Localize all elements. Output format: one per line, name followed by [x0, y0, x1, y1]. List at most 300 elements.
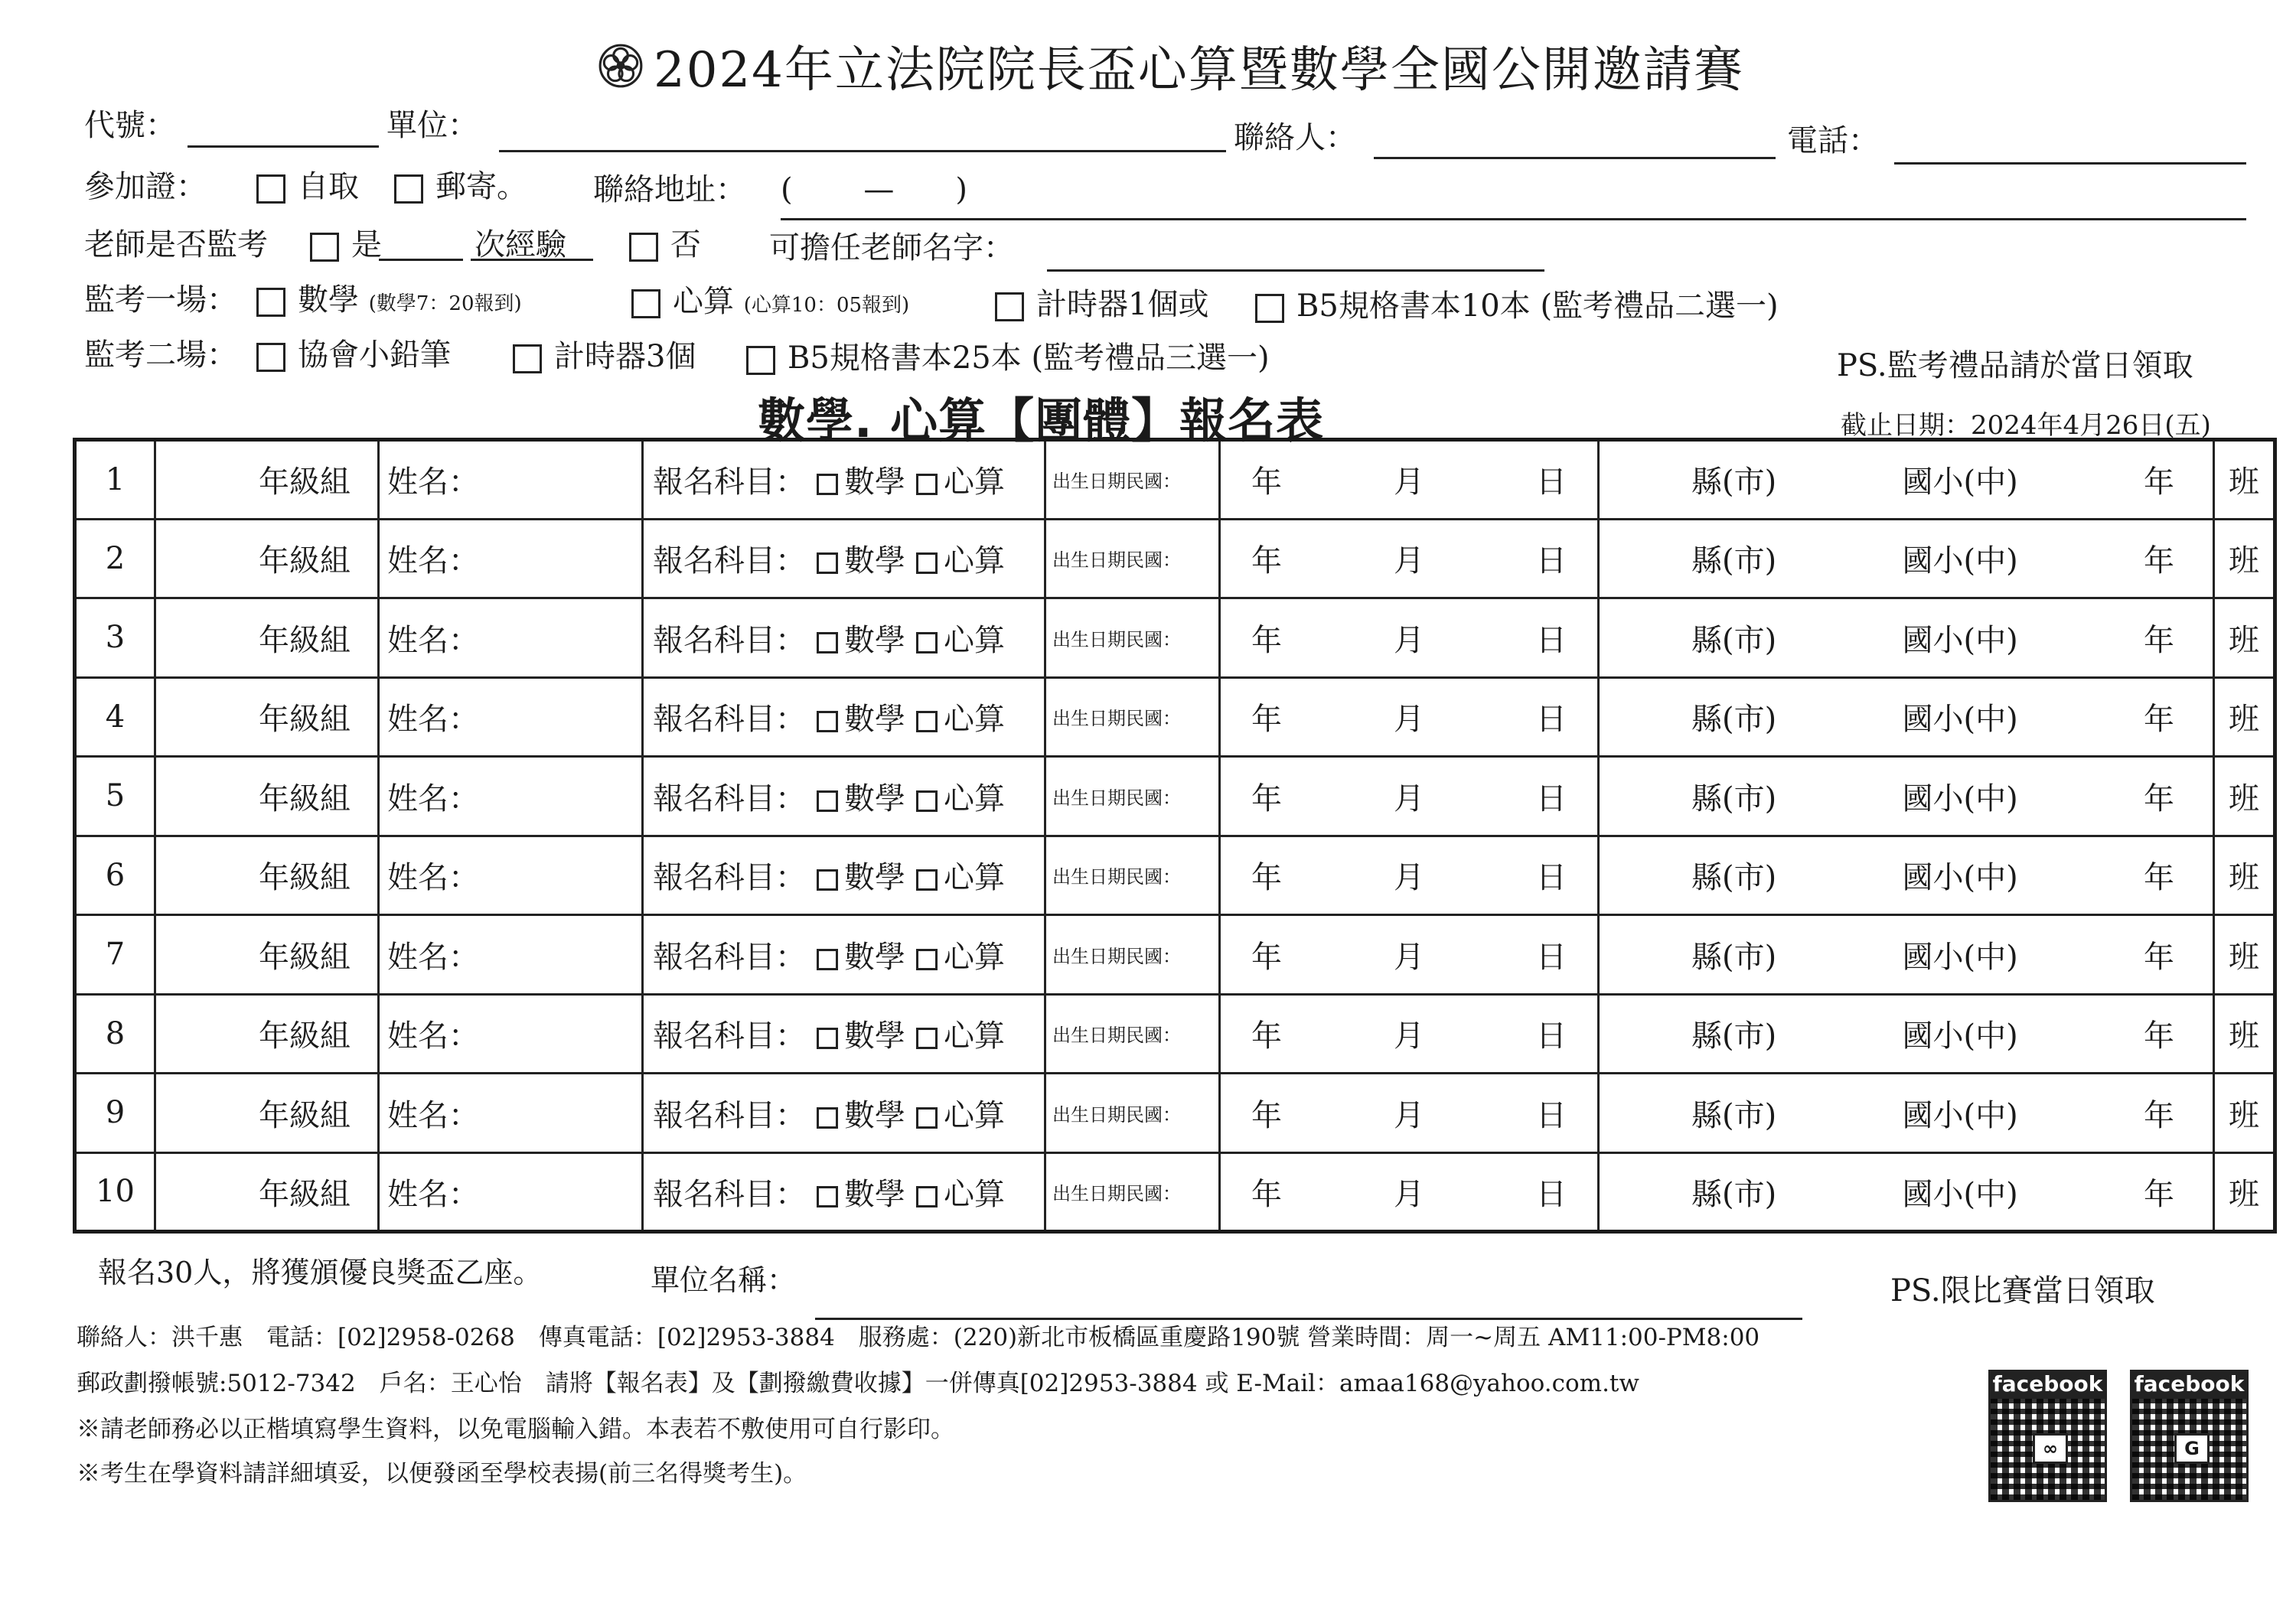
- subject-cell: [643, 440, 1045, 520]
- note-2: ※考生在學資料請詳細填妥，以便發函至學校表揚(前三名得獎考生)。: [77, 1460, 807, 1488]
- day-label: 日: [1536, 702, 1567, 738]
- proctor1-math-note: (數學7：20報到): [368, 292, 522, 315]
- class-cell[interactable]: [2214, 1074, 2275, 1153]
- cert-mail-label: 郵寄。: [435, 169, 527, 204]
- subject-math-option[interactable]: [817, 543, 905, 578]
- birth-label: 出生日期民國：: [1052, 471, 1181, 493]
- table-row: [75, 757, 2275, 836]
- grade-cell[interactable]: [155, 598, 379, 678]
- ps-gift-note: PS.監考禮品請於當日領取: [1837, 348, 2193, 383]
- birth-date-cell[interactable]: [1220, 836, 1599, 915]
- proctor2-pencil-label: 協會小鉛筆: [298, 337, 451, 373]
- subject-label: 報名科目：: [653, 543, 806, 579]
- year-label: 年: [1251, 939, 1282, 975]
- class-label: 班: [2229, 702, 2259, 738]
- subject-mental-label: 心算: [944, 1176, 1005, 1212]
- birth-date-cell[interactable]: [1220, 915, 1599, 995]
- month-label: 月: [1394, 543, 1424, 579]
- table-row: [75, 915, 2275, 995]
- grade-cell[interactable]: [155, 915, 379, 995]
- phone-field[interactable]: [1894, 162, 2246, 165]
- subject-mental-option[interactable]: [916, 940, 1005, 975]
- county-label: 縣(市): [1691, 1097, 1777, 1133]
- grade-cell[interactable]: [155, 1152, 379, 1232]
- subject-math-option[interactable]: [817, 781, 905, 816]
- subject-mental-option[interactable]: [916, 781, 1005, 816]
- proctor2-timer-label: 計時器3個: [554, 339, 696, 374]
- subject-math-checkbox[interactable]: [817, 632, 838, 653]
- subject-cell: [643, 598, 1045, 678]
- school-cell[interactable]: [1599, 598, 2214, 678]
- county-label: 縣(市): [1691, 939, 1777, 975]
- subject-mental-option[interactable]: [916, 860, 1005, 895]
- class-label: 班: [2229, 464, 2259, 500]
- day-label: 日: [1536, 939, 1567, 975]
- table-row: [75, 677, 2275, 757]
- year-label: 年: [1251, 860, 1282, 896]
- subject-math-checkbox[interactable]: [817, 552, 838, 574]
- name-cell[interactable]: [379, 440, 643, 520]
- name-cell[interactable]: [379, 598, 643, 678]
- subject-mental-label: 心算: [944, 781, 1005, 816]
- day-label: 日: [1536, 543, 1567, 579]
- subject-label: 報名科目：: [653, 860, 806, 896]
- proctor2-timer-checkbox[interactable]: [513, 344, 542, 373]
- proctor2-book-label: B5規格書本25本 (監考禮品三選一): [788, 341, 1270, 376]
- subject-mental-label: 心算: [944, 860, 1005, 896]
- row-number: 9: [75, 1074, 155, 1153]
- name-label: 姓名：: [387, 543, 479, 579]
- day-label: 日: [1536, 1018, 1567, 1054]
- subject-cell: [643, 915, 1045, 995]
- facebook-qr-2-label: facebook: [2130, 1370, 2249, 1399]
- class-label: 班: [2229, 543, 2259, 579]
- row-number: 3: [75, 598, 155, 678]
- name-label: 姓名：: [387, 464, 479, 500]
- birth-label: 出生日期民國：: [1052, 866, 1181, 888]
- grade-label: 年級組: [259, 860, 351, 896]
- school-year-label: 年: [2144, 702, 2174, 738]
- subject-mental-checkbox[interactable]: [916, 869, 938, 891]
- birth-label-cell: [1045, 757, 1220, 836]
- birth-date-cell[interactable]: [1220, 994, 1599, 1074]
- table-row: [75, 440, 2275, 520]
- teacher-name-label: 可擔任老師名字：: [769, 230, 1014, 266]
- county-label: 縣(市): [1691, 702, 1777, 738]
- class-label: 班: [2229, 1176, 2259, 1212]
- qr-code-icon: [1988, 1399, 2107, 1502]
- day-label: 日: [1536, 464, 1567, 500]
- grade-cell[interactable]: [155, 677, 379, 757]
- subject-cell: [643, 836, 1045, 915]
- birth-date-cell[interactable]: [1220, 677, 1599, 757]
- row-number: 5: [75, 757, 155, 836]
- school-year-label: 年: [2144, 939, 2174, 975]
- proctor2-book-checkbox[interactable]: [746, 346, 775, 375]
- school-cell[interactable]: [1599, 1074, 2214, 1153]
- subject-mental-checkbox[interactable]: [916, 1186, 938, 1207]
- bank-info-line: 郵政劃撥帳號:5012-7342 戶名：王心怡 請將【報名表】及【劃撥繳費收據】一併傳真[02]2953-3884 或 E-Mail：amaa168@yahoo.com.tw: [77, 1370, 1639, 1397]
- row-number: 6: [75, 836, 155, 915]
- subject-math-option[interactable]: [817, 702, 905, 737]
- subject-mental-checkbox[interactable]: [916, 632, 938, 653]
- proctor1-mental-checkbox[interactable]: [631, 289, 660, 318]
- row-number: 4: [75, 677, 155, 757]
- birth-label-cell: [1045, 519, 1220, 598]
- row-number: 7: [75, 915, 155, 995]
- grade-cell[interactable]: [155, 836, 379, 915]
- subject-math-option[interactable]: [817, 1098, 905, 1133]
- school-year-label: 年: [2144, 860, 2174, 896]
- subject-mental-checkbox[interactable]: [916, 1107, 938, 1129]
- proctor2-label: 監考二場：: [84, 337, 237, 373]
- subject-math-option[interactable]: [817, 623, 905, 658]
- subject-mental-checkbox[interactable]: [916, 711, 938, 732]
- address-field[interactable]: ( — ): [781, 172, 967, 207]
- birth-label-cell: [1045, 440, 1220, 520]
- cert-mail-checkbox[interactable]: [394, 174, 423, 204]
- school-label: 國小(中): [1902, 781, 2018, 816]
- county-label: 縣(市): [1691, 1018, 1777, 1054]
- proctor1-timer-checkbox[interactable]: [995, 292, 1024, 321]
- birth-label: 出生日期民國：: [1052, 708, 1181, 730]
- proctor2-book-option[interactable]: [746, 334, 1270, 377]
- subject-math-label: 數學: [844, 543, 905, 579]
- birth-label: 出生日期民國：: [1052, 628, 1181, 650]
- grade-cell[interactable]: [155, 519, 379, 598]
- class-cell[interactable]: [2214, 440, 2275, 520]
- subject-mental-checkbox[interactable]: [916, 1028, 938, 1049]
- school-cell[interactable]: [1599, 677, 2214, 757]
- class-cell[interactable]: [2214, 519, 2275, 598]
- unit-field[interactable]: [499, 150, 1226, 152]
- proctor1-timer-option[interactable]: [995, 280, 1208, 324]
- proctor1-timer-label: 計時器1個或: [1036, 287, 1209, 322]
- subject-mental-label: 心算: [944, 1097, 1005, 1133]
- grade-label: 年級組: [259, 702, 351, 738]
- day-label: 日: [1536, 781, 1567, 816]
- name-cell[interactable]: [379, 1074, 643, 1153]
- year-label: 年: [1251, 702, 1282, 738]
- unit-label: 單位：: [386, 108, 478, 143]
- teacher-no-label: 否: [670, 227, 701, 262]
- class-label: 班: [2229, 1018, 2259, 1054]
- subject-math-option[interactable]: [817, 464, 905, 500]
- subject-label: 報名科目：: [653, 464, 806, 500]
- subject-mental-checkbox[interactable]: [916, 552, 938, 574]
- facebook-qr-1[interactable]: [1988, 1370, 2107, 1502]
- name-cell[interactable]: [379, 677, 643, 757]
- subject-mental-option[interactable]: [916, 1018, 1005, 1054]
- teacher-exp-label: 次經驗: [475, 227, 566, 262]
- subject-mental-option[interactable]: [916, 623, 1005, 658]
- grade-cell[interactable]: [155, 440, 379, 520]
- award-note: 報名30人，將獲頒優良獎盃乙座。: [98, 1256, 543, 1289]
- subject-mental-checkbox[interactable]: [916, 790, 938, 812]
- proctor2-pencil-checkbox[interactable]: [256, 343, 285, 372]
- cert-label: 參加證：: [84, 169, 207, 204]
- table-row: [75, 836, 2275, 915]
- unit-name-label: 單位名稱：: [651, 1263, 797, 1297]
- class-cell[interactable]: [2214, 757, 2275, 836]
- subject-mental-option[interactable]: [916, 464, 1005, 500]
- subject-mental-label: 心算: [944, 464, 1005, 500]
- day-label: 日: [1536, 1176, 1567, 1212]
- subject-label: 報名科目：: [653, 781, 806, 816]
- subject-math-checkbox[interactable]: [817, 949, 838, 970]
- birth-date-cell[interactable]: [1220, 598, 1599, 678]
- table-row: [75, 519, 2275, 598]
- subject-label: 報名科目：: [653, 622, 806, 658]
- school-label: 國小(中): [1902, 1097, 2018, 1133]
- proctor1-book-checkbox[interactable]: [1255, 294, 1284, 323]
- contact-field[interactable]: [1374, 157, 1776, 159]
- class-cell[interactable]: [2214, 994, 2275, 1074]
- subject-math-checkbox[interactable]: [817, 1107, 838, 1129]
- county-label: 縣(市): [1691, 543, 1777, 579]
- birth-label-cell: [1045, 1074, 1220, 1153]
- row-number: 8: [75, 994, 155, 1074]
- name-cell[interactable]: [379, 994, 643, 1074]
- table-title: 數學. 心算【團體】報名表: [758, 393, 1325, 448]
- subject-math-checkbox[interactable]: [817, 711, 838, 732]
- school-cell[interactable]: [1599, 757, 2214, 836]
- day-label: 日: [1536, 860, 1567, 896]
- address-label: 聯絡地址：: [593, 172, 746, 207]
- birth-date-cell[interactable]: [1220, 757, 1599, 836]
- teacher-exp-underline: [471, 259, 593, 261]
- contact-label: 聯絡人：: [1234, 120, 1356, 155]
- subject-mental-label: 心算: [944, 1018, 1005, 1054]
- subject-mental-checkbox[interactable]: [916, 474, 938, 495]
- teacher-yes-label: 是: [351, 227, 382, 262]
- county-label: 縣(市): [1691, 1176, 1777, 1212]
- grade-cell[interactable]: [155, 757, 379, 836]
- birth-date-cell[interactable]: [1220, 440, 1599, 520]
- subject-mental-label: 心算: [944, 622, 1005, 658]
- subject-mental-option[interactable]: [916, 1177, 1005, 1212]
- proctor1-book-label: B5規格書本10本 (監考禮品二選一): [1296, 288, 1779, 324]
- year-label: 年: [1251, 464, 1282, 500]
- birth-date-cell[interactable]: [1220, 1074, 1599, 1153]
- subject-label: 報名科目：: [653, 1018, 806, 1054]
- ps-award-note: PS.限比賽當日領取: [1890, 1273, 2155, 1309]
- day-label: 日: [1536, 622, 1567, 658]
- school-label: 國小(中): [1902, 702, 2018, 738]
- county-label: 縣(市): [1691, 781, 1777, 816]
- cert-pickup-checkbox[interactable]: [256, 174, 285, 204]
- facebook-qr-2[interactable]: [2130, 1370, 2249, 1502]
- teacher-exp-field[interactable]: [379, 259, 463, 261]
- birth-date-cell[interactable]: [1220, 519, 1599, 598]
- birth-label: 出生日期民國：: [1052, 945, 1181, 967]
- name-cell[interactable]: [379, 1152, 643, 1232]
- subject-mental-option[interactable]: [916, 1098, 1005, 1133]
- name-label: 姓名：: [387, 622, 479, 658]
- name-cell[interactable]: [379, 836, 643, 915]
- class-cell[interactable]: [2214, 915, 2275, 995]
- school-cell[interactable]: [1599, 915, 2214, 995]
- birth-label: 出生日期民國：: [1052, 1025, 1181, 1047]
- birth-label-cell: [1045, 598, 1220, 678]
- teacher-no-checkbox[interactable]: [629, 233, 658, 262]
- subject-cell: [643, 1152, 1045, 1232]
- birth-date-cell[interactable]: [1220, 1152, 1599, 1232]
- cert-pickup-label: 自取: [298, 169, 359, 204]
- flower-logo-icon: [597, 42, 644, 90]
- teacher-no-option[interactable]: [629, 220, 701, 264]
- note-1: ※請老師務必以正楷填寫學生資料，以免電腦輸入錯。本表若不敷使用可自行影印。: [77, 1416, 954, 1443]
- class-label: 班: [2229, 781, 2259, 816]
- name-label: 姓名：: [387, 1097, 479, 1133]
- birth-label-cell: [1045, 915, 1220, 995]
- teacher-name-field[interactable]: [1047, 269, 1544, 272]
- school-year-label: 年: [2144, 1176, 2174, 1212]
- subject-math-option[interactable]: [817, 940, 905, 975]
- grade-label: 年級組: [259, 1176, 351, 1212]
- month-label: 月: [1394, 1176, 1424, 1212]
- birth-label-cell: [1045, 994, 1220, 1074]
- subject-math-checkbox[interactable]: [817, 474, 838, 495]
- teacher-proctor-label: 老師是否監考: [84, 227, 268, 262]
- subject-math-label: 數學: [844, 464, 905, 500]
- school-cell[interactable]: [1599, 1152, 2214, 1232]
- month-label: 月: [1394, 464, 1424, 500]
- year-label: 年: [1251, 781, 1282, 816]
- grade-label: 年級組: [259, 1097, 351, 1133]
- code-field[interactable]: [188, 145, 379, 148]
- grade-cell[interactable]: [155, 994, 379, 1074]
- school-label: 國小(中): [1902, 1176, 2018, 1212]
- phone-label: 電話：: [1787, 123, 1879, 158]
- school-label: 國小(中): [1902, 860, 2018, 896]
- day-label: 日: [1536, 1097, 1567, 1133]
- proctor1-mental-label: 心算: [673, 284, 734, 319]
- proctor1-math-option[interactable]: [256, 275, 522, 319]
- qr-code-icon: [2130, 1399, 2249, 1502]
- school-cell[interactable]: [1599, 836, 2214, 915]
- school-year-label: 年: [2144, 781, 2174, 816]
- subject-mental-label: 心算: [944, 702, 1005, 738]
- subject-math-option[interactable]: [817, 860, 905, 895]
- grade-label: 年級組: [259, 781, 351, 816]
- subject-math-checkbox[interactable]: [817, 1028, 838, 1049]
- subject-mental-checkbox[interactable]: [916, 949, 938, 970]
- teacher-yes-checkbox[interactable]: [310, 233, 339, 262]
- page-title: 2024年立法院院長盃心算暨數學全國公開邀請賽: [654, 42, 1744, 99]
- subject-math-checkbox[interactable]: [817, 1186, 838, 1207]
- subject-math-label: 數學: [844, 1176, 905, 1212]
- subject-mental-label: 心算: [944, 939, 1005, 975]
- name-label: 姓名：: [387, 781, 479, 816]
- county-label: 縣(市): [1691, 622, 1777, 658]
- month-label: 月: [1394, 860, 1424, 896]
- row-number: 10: [75, 1152, 155, 1232]
- grade-label: 年級組: [259, 1018, 351, 1054]
- row-number: 2: [75, 519, 155, 598]
- birth-label: 出生日期民國：: [1052, 549, 1181, 572]
- class-label: 班: [2229, 939, 2259, 975]
- subject-math-label: 數學: [844, 1018, 905, 1054]
- name-label: 姓名：: [387, 1018, 479, 1054]
- school-year-label: 年: [2144, 1018, 2174, 1054]
- month-label: 月: [1394, 1018, 1424, 1054]
- row-number: 1: [75, 440, 155, 520]
- proctor1-label: 監考一場：: [84, 282, 237, 318]
- school-year-label: 年: [2144, 622, 2174, 658]
- school-label: 國小(中): [1902, 939, 2018, 975]
- subject-math-checkbox[interactable]: [817, 790, 838, 812]
- grade-cell[interactable]: [155, 1074, 379, 1153]
- month-label: 月: [1394, 702, 1424, 738]
- school-cell[interactable]: [1599, 994, 2214, 1074]
- class-label: 班: [2229, 860, 2259, 896]
- subject-math-option[interactable]: [817, 1018, 905, 1054]
- proctor2-pencil-option[interactable]: [256, 331, 451, 374]
- grade-label: 年級組: [259, 464, 351, 500]
- month-label: 月: [1394, 781, 1424, 816]
- table-row: [75, 598, 2275, 678]
- table-row: [75, 1074, 2275, 1153]
- birth-label-cell: [1045, 836, 1220, 915]
- proctor1-math-checkbox[interactable]: [256, 288, 285, 317]
- cert-pickup-option[interactable]: [256, 162, 359, 206]
- grade-label: 年級組: [259, 622, 351, 658]
- birth-label-cell: [1045, 1152, 1220, 1232]
- year-label: 年: [1251, 1018, 1282, 1054]
- qr-center-icon: ∞: [2033, 1433, 2068, 1464]
- year-label: 年: [1251, 622, 1282, 658]
- contact-info-line: 聯絡人：洪千惠 電話：[02]2958-0268 傳真電話：[02]2953-3884 服務處：(220)新北市板橋區重慶路190號 營業時間：周一~周五 AM11:00-PM8:00: [77, 1324, 1760, 1351]
- birth-label: 出生日期民國：: [1052, 787, 1181, 809]
- subject-mental-option[interactable]: [916, 702, 1005, 737]
- table-row: [75, 1152, 2275, 1232]
- teacher-yes-option[interactable]: [310, 220, 382, 264]
- name-label: 姓名：: [387, 702, 479, 738]
- subject-math-option[interactable]: [817, 1177, 905, 1212]
- name-cell[interactable]: [379, 757, 643, 836]
- class-cell[interactable]: [2214, 677, 2275, 757]
- cert-mail-option[interactable]: [394, 162, 527, 206]
- subject-cell: [643, 1074, 1045, 1153]
- class-cell[interactable]: [2214, 598, 2275, 678]
- class-cell[interactable]: [2214, 1152, 2275, 1232]
- class-cell[interactable]: [2214, 836, 2275, 915]
- proctor1-book-option[interactable]: [1255, 282, 1779, 325]
- name-cell[interactable]: [379, 915, 643, 995]
- subject-label: 報名科目：: [653, 1176, 806, 1212]
- school-label: 國小(中): [1902, 622, 2018, 658]
- year-label: 年: [1251, 1097, 1282, 1133]
- school-label: 國小(中): [1902, 464, 2018, 500]
- grade-label: 年級組: [259, 543, 351, 579]
- school-cell[interactable]: [1599, 440, 2214, 520]
- proctor1-mental-option[interactable]: [631, 277, 909, 321]
- subject-math-label: 數學: [844, 860, 905, 896]
- address-line: [781, 218, 2246, 220]
- school-cell[interactable]: [1599, 519, 2214, 598]
- subject-math-label: 數學: [844, 622, 905, 658]
- subject-math-checkbox[interactable]: [817, 869, 838, 891]
- month-label: 月: [1394, 939, 1424, 975]
- subject-label: 報名科目：: [653, 702, 806, 738]
- subject-cell: [643, 519, 1045, 598]
- name-cell[interactable]: [379, 519, 643, 598]
- deadline-text: 截止日期：2024年4月26日(五): [1841, 410, 2211, 441]
- birth-label-cell: [1045, 677, 1220, 757]
- proctor2-timer-option[interactable]: [513, 332, 696, 376]
- subject-mental-option[interactable]: [916, 543, 1005, 578]
